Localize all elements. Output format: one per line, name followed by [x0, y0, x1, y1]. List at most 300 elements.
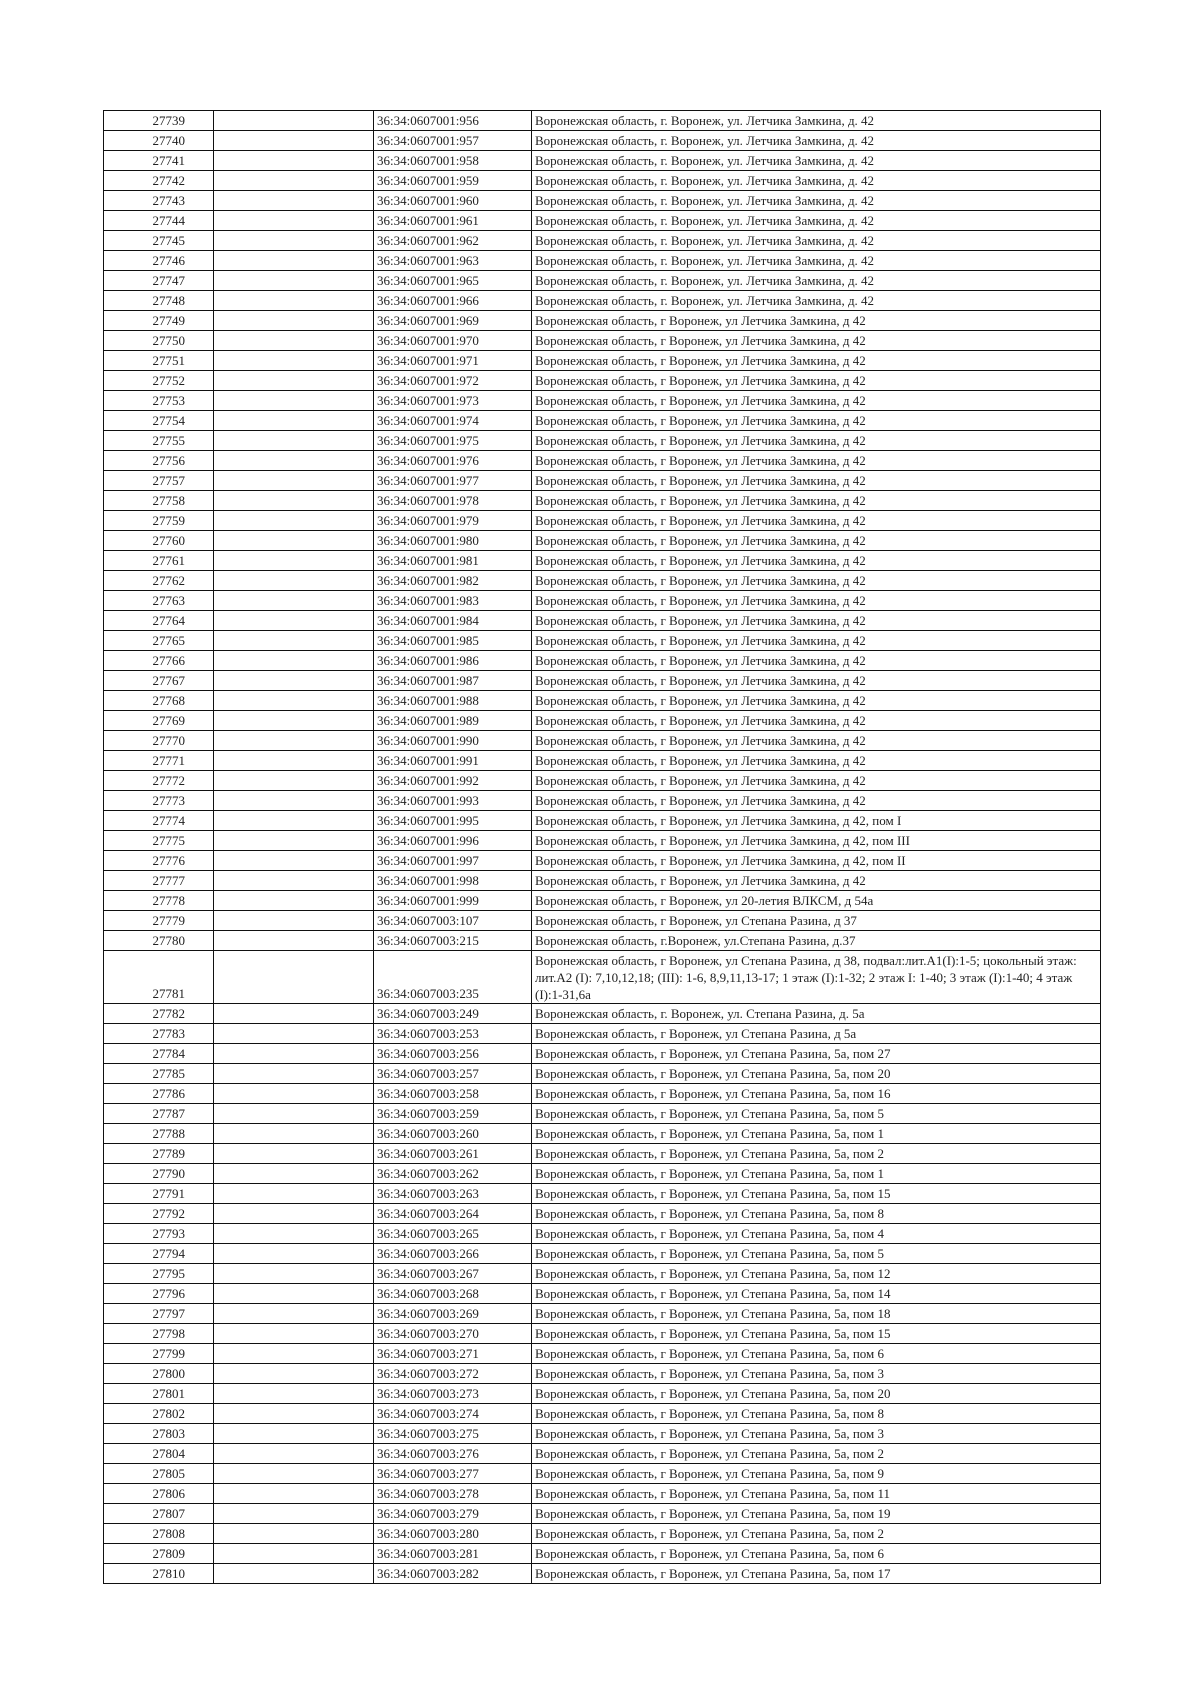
row-number-cell: 27759	[104, 511, 214, 531]
empty-cell	[214, 1564, 374, 1584]
cadastral-number-cell: 36:34:0607003:281	[374, 1544, 532, 1564]
cadastral-number-cell: 36:34:0607001:992	[374, 771, 532, 791]
address-cell: Воронежская область, г Воронеж, ул 20-летия ВЛКСМ, д 54а	[532, 891, 1101, 911]
cadastral-number-cell: 36:34:0607001:960	[374, 191, 532, 211]
address-cell: Воронежская область, г Воронеж, ул Летчика Замкина, д 42	[532, 591, 1101, 611]
cadastral-number-cell: 36:34:0607003:273	[374, 1384, 532, 1404]
row-number-cell: 27743	[104, 191, 214, 211]
empty-cell	[214, 431, 374, 451]
row-number-cell: 27748	[104, 291, 214, 311]
table-row	[104, 231, 1101, 251]
empty-cell	[214, 311, 374, 331]
registry-table	[103, 110, 1101, 1584]
cadastral-number-cell: 36:34:0607001:998	[374, 871, 532, 891]
empty-cell	[214, 1484, 374, 1504]
cadastral-number-cell: 36:34:0607001:980	[374, 531, 532, 551]
row-number-cell: 27780	[104, 931, 214, 951]
row-number-cell: 27776	[104, 851, 214, 871]
table-row	[104, 211, 1101, 231]
row-number-cell: 27750	[104, 331, 214, 351]
row-number-cell: 27799	[104, 1344, 214, 1364]
cadastral-number-cell: 36:34:0607001:981	[374, 551, 532, 571]
cadastral-number-cell: 36:34:0607003:259	[374, 1104, 532, 1124]
empty-cell	[214, 1124, 374, 1144]
table-row	[104, 1544, 1101, 1564]
empty-cell	[214, 491, 374, 511]
row-number-cell: 27792	[104, 1204, 214, 1224]
table-row	[104, 511, 1101, 531]
row-number-cell: 27765	[104, 631, 214, 651]
row-number-cell: 27790	[104, 1164, 214, 1184]
table-row	[104, 1504, 1101, 1524]
cadastral-number-cell: 36:34:0607001:970	[374, 331, 532, 351]
cadastral-number-cell: 36:34:0607003:271	[374, 1344, 532, 1364]
table-row	[104, 1124, 1101, 1144]
address-cell: Воронежская область, г Воронеж, ул Степана Разина, 5а, пом 14	[532, 1284, 1101, 1304]
cadastral-number-cell: 36:34:0607001:982	[374, 571, 532, 591]
row-number-cell: 27805	[104, 1464, 214, 1484]
row-number-cell: 27754	[104, 411, 214, 431]
empty-cell	[214, 1164, 374, 1184]
empty-cell	[214, 471, 374, 491]
empty-cell	[214, 1304, 374, 1324]
empty-cell	[214, 451, 374, 471]
row-number-cell: 27763	[104, 591, 214, 611]
empty-cell	[214, 611, 374, 631]
table-row	[104, 731, 1101, 751]
table-row	[104, 1144, 1101, 1164]
address-cell: Воронежская область, г Воронеж, ул Степана Разина, 5а, пом 8	[532, 1404, 1101, 1424]
row-number-cell: 27784	[104, 1044, 214, 1064]
table-row	[104, 951, 1101, 1004]
cadastral-number-cell: 36:34:0607003:277	[374, 1464, 532, 1484]
row-number-cell: 27771	[104, 751, 214, 771]
table-row	[104, 191, 1101, 211]
address-cell: Воронежская область, г Воронеж, ул Летчика Замкина, д 42	[532, 791, 1101, 811]
row-number-cell: 27772	[104, 771, 214, 791]
table-row	[104, 171, 1101, 191]
table-row	[104, 331, 1101, 351]
row-number-cell: 27762	[104, 571, 214, 591]
cadastral-number-cell: 36:34:0607003:282	[374, 1564, 532, 1584]
row-number-cell: 27786	[104, 1084, 214, 1104]
row-number-cell: 27758	[104, 491, 214, 511]
table-row	[104, 291, 1101, 311]
empty-cell	[214, 1524, 374, 1544]
empty-cell	[214, 1504, 374, 1524]
empty-cell	[214, 711, 374, 731]
address-cell: Воронежская область, г.Воронеж, ул.Степана Разина, д.37	[532, 931, 1101, 951]
table-row	[104, 1164, 1101, 1184]
cadastral-number-cell: 36:34:0607001:990	[374, 731, 532, 751]
table-row	[104, 1104, 1101, 1124]
empty-cell	[214, 1324, 374, 1344]
empty-cell	[214, 1184, 374, 1204]
address-cell: Воронежская область, г Воронеж, ул Степана Разина, 5а, пом 9	[532, 1464, 1101, 1484]
empty-cell	[214, 1464, 374, 1484]
empty-cell	[214, 791, 374, 811]
address-cell: Воронежская область, г. Воронеж, ул. Летчика Замкина, д. 42	[532, 231, 1101, 251]
row-number-cell: 27768	[104, 691, 214, 711]
cadastral-number-cell: 36:34:0607003:275	[374, 1424, 532, 1444]
table-row	[104, 531, 1101, 551]
cadastral-number-cell: 36:34:0607003:265	[374, 1224, 532, 1244]
address-cell: Воронежская область, г Воронеж, ул Летчика Замкина, д 42	[532, 711, 1101, 731]
table-row	[104, 651, 1101, 671]
empty-cell	[214, 771, 374, 791]
cadastral-number-cell: 36:34:0607003:253	[374, 1024, 532, 1044]
address-cell: Воронежская область, г Воронеж, ул Степана Разина, 5а, пом 3	[532, 1424, 1101, 1444]
row-number-cell: 27806	[104, 1484, 214, 1504]
address-cell: Воронежская область, г Воронеж, ул Степана Разина, 5а, пом 8	[532, 1204, 1101, 1224]
table-row	[104, 431, 1101, 451]
row-number-cell: 27756	[104, 451, 214, 471]
cadastral-number-cell: 36:34:0607001:979	[374, 511, 532, 531]
address-cell: Воронежская область, г. Воронеж, ул. Летчика Замкина, д. 42	[532, 191, 1101, 211]
address-cell: Воронежская область, г Воронеж, ул Степана Разина, 5а, пом 16	[532, 1084, 1101, 1104]
row-number-cell: 27803	[104, 1424, 214, 1444]
table-row	[104, 111, 1101, 131]
row-number-cell: 27751	[104, 351, 214, 371]
empty-cell	[214, 631, 374, 651]
row-number-cell: 27742	[104, 171, 214, 191]
address-cell: Воронежская область, г Воронеж, ул Степана Разина, 5а, пом 5	[532, 1244, 1101, 1264]
address-cell: Воронежская область, г Воронеж, ул Летчика Замкина, д 42	[532, 671, 1101, 691]
address-cell: Воронежская область, г Воронеж, ул Летчика Замкина, д 42	[532, 571, 1101, 591]
address-cell: Воронежская область, г Воронеж, ул Летчика Замкина, д 42	[532, 491, 1101, 511]
cadastral-number-cell: 36:34:0607003:260	[374, 1124, 532, 1144]
empty-cell	[214, 1024, 374, 1044]
cadastral-number-cell: 36:34:0607003:267	[374, 1264, 532, 1284]
address-cell: Воронежская область, г Воронеж, ул Летчика Замкина, д 42	[532, 871, 1101, 891]
cadastral-number-cell: 36:34:0607001:962	[374, 231, 532, 251]
address-cell: Воронежская область, г Воронеж, ул Летчика Замкина, д 42	[532, 331, 1101, 351]
table-row	[104, 251, 1101, 271]
address-cell: Воронежская область, г Воронеж, ул Летчика Замкина, д 42	[532, 751, 1101, 771]
table-row	[104, 1004, 1101, 1024]
address-cell: Воронежская область, г Воронеж, ул Степана Разина, 5а, пом 1	[532, 1124, 1101, 1144]
cadastral-number-cell: 36:34:0607001:976	[374, 451, 532, 471]
address-cell: Воронежская область, г Воронеж, ул Летчика Замкина, д 42	[532, 631, 1101, 651]
row-number-cell: 27766	[104, 651, 214, 671]
table-row	[104, 371, 1101, 391]
table-row	[104, 711, 1101, 731]
table-row	[104, 1304, 1101, 1324]
cadastral-number-cell: 36:34:0607001:956	[374, 111, 532, 131]
row-number-cell: 27787	[104, 1104, 214, 1124]
row-number-cell: 27767	[104, 671, 214, 691]
address-cell: Воронежская область, г Воронеж, ул Степана Разина, 5а, пом 20	[532, 1064, 1101, 1084]
empty-cell	[214, 911, 374, 931]
table-row	[104, 1024, 1101, 1044]
cadastral-number-cell: 36:34:0607001:983	[374, 591, 532, 611]
address-cell: Воронежская область, г Воронеж, ул Степана Разина, 5а, пом 6	[532, 1544, 1101, 1564]
row-number-cell: 27777	[104, 871, 214, 891]
empty-cell	[214, 511, 374, 531]
empty-cell	[214, 1044, 374, 1064]
address-cell: Воронежская область, г Воронеж, ул Летчика Замкина, д 42, пом II	[532, 851, 1101, 871]
address-cell: Воронежская область, г. Воронеж, ул. Летчика Замкина, д. 42	[532, 291, 1101, 311]
address-cell: Воронежская область, г. Воронеж, ул. Летчика Замкина, д. 42	[532, 171, 1101, 191]
table-row	[104, 1244, 1101, 1264]
empty-cell	[214, 651, 374, 671]
cadastral-number-cell: 36:34:0607001:963	[374, 251, 532, 271]
cadastral-number-cell: 36:34:0607001:978	[374, 491, 532, 511]
cadastral-number-cell: 36:34:0607003:257	[374, 1064, 532, 1084]
empty-cell	[214, 671, 374, 691]
cadastral-number-cell: 36:34:0607003:261	[374, 1144, 532, 1164]
table-row	[104, 811, 1101, 831]
empty-cell	[214, 1064, 374, 1084]
table-row	[104, 671, 1101, 691]
cadastral-number-cell: 36:34:0607003:256	[374, 1044, 532, 1064]
row-number-cell: 27804	[104, 1444, 214, 1464]
row-number-cell: 27800	[104, 1364, 214, 1384]
row-number-cell: 27796	[104, 1284, 214, 1304]
empty-cell	[214, 391, 374, 411]
row-number-cell: 27761	[104, 551, 214, 571]
address-cell: Воронежская область, г. Воронеж, ул. Степана Разина, д. 5а	[532, 1004, 1101, 1024]
cadastral-number-cell: 36:34:0607003:274	[374, 1404, 532, 1424]
table-row	[104, 871, 1101, 891]
empty-cell	[214, 251, 374, 271]
address-cell: Воронежская область, г Воронеж, ул Летчика Замкина, д 42	[532, 531, 1101, 551]
cadastral-number-cell: 36:34:0607001:993	[374, 791, 532, 811]
empty-cell	[214, 571, 374, 591]
table-row	[104, 1224, 1101, 1244]
table-row	[104, 771, 1101, 791]
row-number-cell: 27752	[104, 371, 214, 391]
cadastral-number-cell: 36:34:0607003:272	[374, 1364, 532, 1384]
cadastral-number-cell: 36:34:0607001:965	[374, 271, 532, 291]
table-row	[104, 1364, 1101, 1384]
table-row	[104, 591, 1101, 611]
address-cell: Воронежская область, г Воронеж, ул Летчика Замкина, д 42	[532, 351, 1101, 371]
cadastral-number-cell: 36:34:0607001:996	[374, 831, 532, 851]
row-number-cell: 27801	[104, 1384, 214, 1404]
cadastral-number-cell: 36:34:0607003:263	[374, 1184, 532, 1204]
table-row	[104, 831, 1101, 851]
cadastral-number-cell: 36:34:0607001:997	[374, 851, 532, 871]
empty-cell	[214, 831, 374, 851]
address-cell: Воронежская область, г Воронеж, ул Степана Разина, 5а, пом 2	[532, 1144, 1101, 1164]
table-row	[104, 1044, 1101, 1064]
empty-cell	[214, 1444, 374, 1464]
empty-cell	[214, 271, 374, 291]
cadastral-number-cell: 36:34:0607003:262	[374, 1164, 532, 1184]
address-cell: Воронежская область, г Воронеж, ул Степана Разина, 5а, пом 11	[532, 1484, 1101, 1504]
empty-cell	[214, 731, 374, 751]
empty-cell	[214, 1144, 374, 1164]
cadastral-number-cell: 36:34:0607003:269	[374, 1304, 532, 1324]
table-row	[104, 851, 1101, 871]
table-row	[104, 931, 1101, 951]
cadastral-number-cell: 36:34:0607003:249	[374, 1004, 532, 1024]
row-number-cell: 27760	[104, 531, 214, 551]
empty-cell	[214, 1364, 374, 1384]
row-number-cell: 27741	[104, 151, 214, 171]
table-row	[104, 1344, 1101, 1364]
cadastral-number-cell: 36:34:0607003:215	[374, 931, 532, 951]
address-cell: Воронежская область, г Воронеж, ул Степана Разина, 5а, пом 3	[532, 1364, 1101, 1384]
row-number-cell: 27753	[104, 391, 214, 411]
address-cell: Воронежская область, г Воронеж, ул Летчика Замкина, д 42	[532, 311, 1101, 331]
empty-cell	[214, 351, 374, 371]
table-row	[104, 311, 1101, 331]
empty-cell	[214, 1264, 374, 1284]
row-number-cell: 27785	[104, 1064, 214, 1084]
cadastral-number-cell: 36:34:0607001:975	[374, 431, 532, 451]
row-number-cell: 27798	[104, 1324, 214, 1344]
table-row	[104, 351, 1101, 371]
address-cell: Воронежская область, г Воронеж, ул Летчика Замкина, д 42	[532, 371, 1101, 391]
empty-cell	[214, 1084, 374, 1104]
row-number-cell: 27746	[104, 251, 214, 271]
empty-cell	[214, 331, 374, 351]
cadastral-number-cell: 36:34:0607001:989	[374, 711, 532, 731]
empty-cell	[214, 1544, 374, 1564]
empty-cell	[214, 191, 374, 211]
address-cell: Воронежская область, г Воронеж, ул Летчика Замкина, д 42	[532, 431, 1101, 451]
address-cell: Воронежская область, г Воронеж, ул Степана Разина, д 38, подвал:лит.А1(I):1-5; цокольный этаж: лит.А2 (I): 7,10,12,18; (III): 1-6, 8,9,11,13-17; 1 этаж (I):1-32; 2 этаж I: 1-40; 3 этаж (I):1-40; 4 этаж (I):1-31,6а	[532, 951, 1101, 1004]
table-row	[104, 1084, 1101, 1104]
table-row	[104, 551, 1101, 571]
address-cell: Воронежская область, г Воронеж, ул Степана Разина, д 5а	[532, 1024, 1101, 1044]
empty-cell	[214, 851, 374, 871]
address-cell: Воронежская область, г Воронеж, ул Летчика Замкина, д 42	[532, 651, 1101, 671]
cadastral-number-cell: 36:34:0607003:270	[374, 1324, 532, 1344]
cadastral-number-cell: 36:34:0607001:995	[374, 811, 532, 831]
table-row	[104, 571, 1101, 591]
row-number-cell: 27793	[104, 1224, 214, 1244]
address-cell: Воронежская область, г Воронеж, ул Летчика Замкина, д 42	[532, 551, 1101, 571]
cadastral-number-cell: 36:34:0607003:266	[374, 1244, 532, 1264]
table-row	[104, 791, 1101, 811]
row-number-cell: 27779	[104, 911, 214, 931]
address-cell: Воронежская область, г. Воронеж, ул. Летчика Замкина, д. 42	[532, 131, 1101, 151]
table-row	[104, 1444, 1101, 1464]
table-row	[104, 1404, 1101, 1424]
row-number-cell: 27789	[104, 1144, 214, 1164]
table-row	[104, 631, 1101, 651]
empty-cell	[214, 1384, 374, 1404]
table-row	[104, 1384, 1101, 1404]
row-number-cell: 27773	[104, 791, 214, 811]
row-number-cell: 27791	[104, 1184, 214, 1204]
address-cell: Воронежская область, г Воронеж, ул Степана Разина, 5а, пом 17	[532, 1564, 1101, 1584]
table-row	[104, 611, 1101, 631]
table-row	[104, 691, 1101, 711]
address-cell: Воронежская область, г Воронеж, ул Степана Разина, 5а, пом 15	[532, 1324, 1101, 1344]
address-cell: Воронежская область, г Воронеж, ул Летчика Замкина, д 42	[532, 391, 1101, 411]
cadastral-number-cell: 36:34:0607001:974	[374, 411, 532, 431]
address-cell: Воронежская область, г Воронеж, ул Степана Разина, 5а, пом 5	[532, 1104, 1101, 1124]
address-cell: Воронежская область, г Воронеж, ул Степана Разина, 5а, пом 18	[532, 1304, 1101, 1324]
cadastral-number-cell: 36:34:0607001:957	[374, 131, 532, 151]
empty-cell	[214, 1104, 374, 1124]
row-number-cell: 27769	[104, 711, 214, 731]
address-cell: Воронежская область, г Воронеж, ул Летчика Замкина, д 42	[532, 611, 1101, 631]
empty-cell	[214, 951, 374, 1004]
cadastral-number-cell: 36:34:0607003:235	[374, 951, 532, 1004]
address-cell: Воронежская область, г Воронеж, ул Степана Разина, д 37	[532, 911, 1101, 931]
empty-cell	[214, 411, 374, 431]
address-cell: Воронежская область, г Воронеж, ул Степана Разина, 5а, пом 20	[532, 1384, 1101, 1404]
cadastral-number-cell: 36:34:0607001:973	[374, 391, 532, 411]
cadastral-number-cell: 36:34:0607001:972	[374, 371, 532, 391]
row-number-cell: 27770	[104, 731, 214, 751]
empty-cell	[214, 1404, 374, 1424]
row-number-cell: 27808	[104, 1524, 214, 1544]
row-number-cell: 27739	[104, 111, 214, 131]
address-cell: Воронежская область, г Воронеж, ул Летчика Замкина, д 42	[532, 411, 1101, 431]
row-number-cell: 27778	[104, 891, 214, 911]
empty-cell	[214, 1204, 374, 1224]
empty-cell	[214, 1004, 374, 1024]
cadastral-number-cell: 36:34:0607001:991	[374, 751, 532, 771]
row-number-cell: 27794	[104, 1244, 214, 1264]
empty-cell	[214, 531, 374, 551]
row-number-cell: 27810	[104, 1564, 214, 1584]
empty-cell	[214, 551, 374, 571]
table-row	[104, 451, 1101, 471]
row-number-cell: 27744	[104, 211, 214, 231]
address-cell: Воронежская область, г Воронеж, ул Летчика Замкина, д 42	[532, 451, 1101, 471]
row-number-cell: 27775	[104, 831, 214, 851]
address-cell: Воронежская область, г Воронеж, ул Степана Разина, 5а, пом 19	[532, 1504, 1101, 1524]
empty-cell	[214, 1424, 374, 1444]
row-number-cell: 27749	[104, 311, 214, 331]
cadastral-number-cell: 36:34:0607001:985	[374, 631, 532, 651]
table-row	[104, 1264, 1101, 1284]
table-row	[104, 911, 1101, 931]
empty-cell	[214, 211, 374, 231]
empty-cell	[214, 171, 374, 191]
table-row	[104, 1324, 1101, 1344]
empty-cell	[214, 1284, 374, 1304]
cadastral-number-cell: 36:34:0607003:268	[374, 1284, 532, 1304]
table-row	[104, 1564, 1101, 1584]
empty-cell	[214, 111, 374, 131]
table-body	[104, 111, 1101, 1584]
table-row	[104, 891, 1101, 911]
row-number-cell: 27747	[104, 271, 214, 291]
row-number-cell: 27755	[104, 431, 214, 451]
row-number-cell: 27807	[104, 1504, 214, 1524]
address-cell: Воронежская область, г Воронеж, ул Летчика Замкина, д 42, пом III	[532, 831, 1101, 851]
address-cell: Воронежская область, г Воронеж, ул Степана Разина, 5а, пом 4	[532, 1224, 1101, 1244]
cadastral-number-cell: 36:34:0607001:959	[374, 171, 532, 191]
cadastral-number-cell: 36:34:0607001:999	[374, 891, 532, 911]
row-number-cell: 27781	[104, 951, 214, 1004]
address-cell: Воронежская область, г Воронеж, ул Степана Разина, 5а, пом 2	[532, 1444, 1101, 1464]
table-row	[104, 151, 1101, 171]
cadastral-number-cell: 36:34:0607001:987	[374, 671, 532, 691]
address-cell: Воронежская область, г Воронеж, ул Летчика Замкина, д 42	[532, 511, 1101, 531]
table-row	[104, 1064, 1101, 1084]
cadastral-number-cell: 36:34:0607003:276	[374, 1444, 532, 1464]
empty-cell	[214, 231, 374, 251]
empty-cell	[214, 1224, 374, 1244]
cadastral-number-cell: 36:34:0607001:986	[374, 651, 532, 671]
row-number-cell: 27788	[104, 1124, 214, 1144]
table-row	[104, 1524, 1101, 1544]
table-row	[104, 1464, 1101, 1484]
table-row	[104, 471, 1101, 491]
table-row	[104, 391, 1101, 411]
table-row	[104, 1284, 1101, 1304]
row-number-cell: 27797	[104, 1304, 214, 1324]
